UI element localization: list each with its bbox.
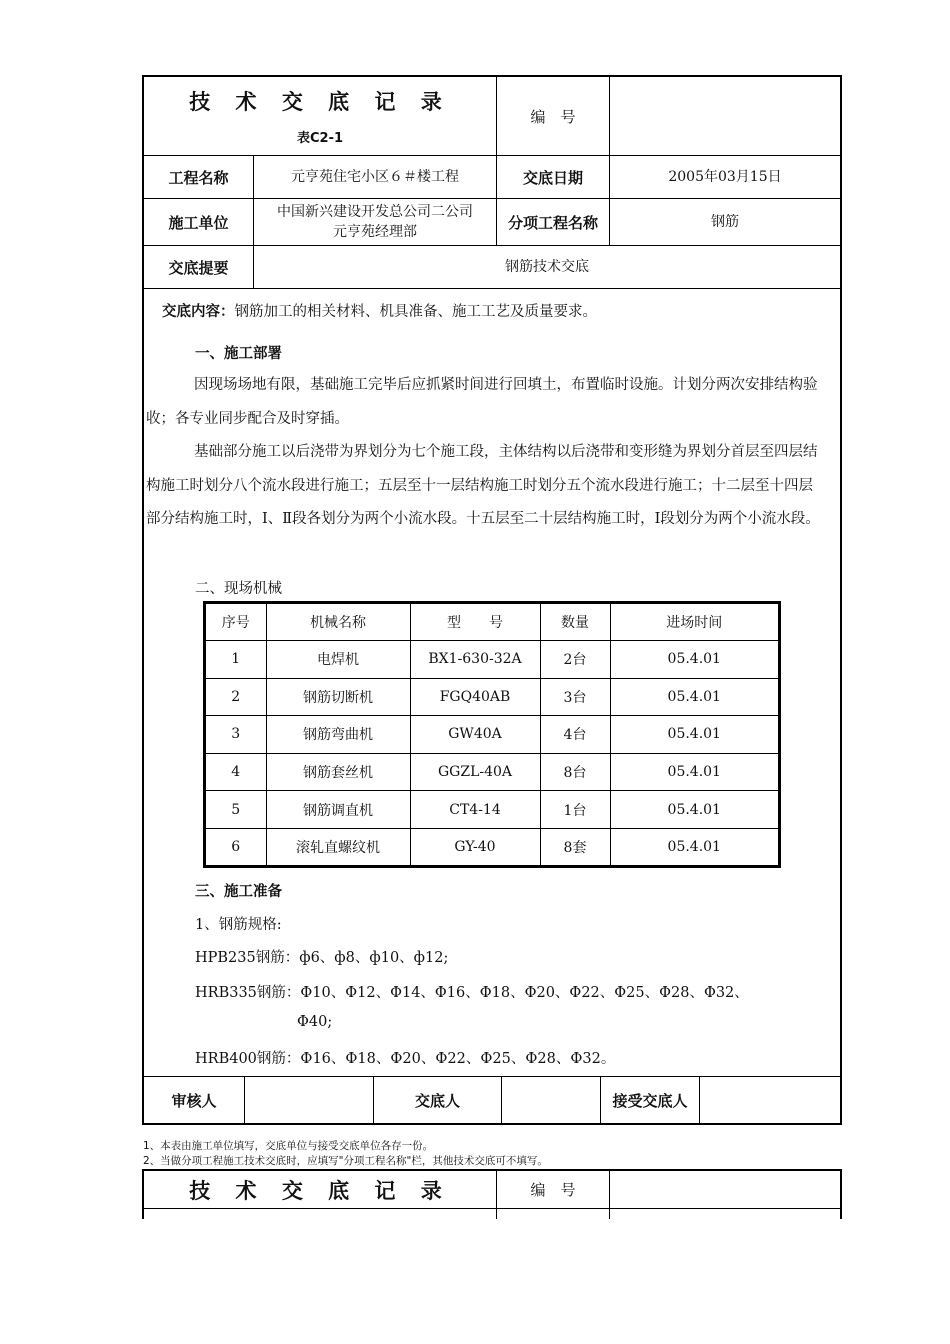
- col-header-machine-name: 机械名称: [266, 604, 410, 641]
- discloser-field[interactable]: [502, 1077, 600, 1124]
- hrb400-spec: [195, 1047, 615, 1068]
- cell-model: GW40A: [410, 716, 540, 754]
- section-2-heading: 二、现场机械: [195, 581, 282, 597]
- technical-disclosure-form: [142, 75, 842, 1125]
- col-header-model: 型 号: [410, 604, 540, 641]
- cell-model: CT4-14: [410, 791, 540, 829]
- cell-machine-name: 钢筋调直机: [266, 791, 410, 829]
- form-number: 表C2-1: [296, 130, 344, 146]
- summary-label: 交底提要: [168, 258, 229, 277]
- cell-model: FGQ40AB: [410, 678, 540, 716]
- col-header-quantity: 数量: [540, 604, 610, 641]
- disclosure-date-field[interactable]: 2005年03月15日: [668, 169, 782, 185]
- cell-model: BX1-630-32A: [410, 641, 540, 679]
- cell-quantity: 2台: [540, 641, 610, 679]
- content-intro-text: 钢筋加工的相关材料、机具准备、施工工艺及质量要求。: [234, 304, 597, 320]
- cell-quantity: 3台: [540, 678, 610, 716]
- cell-index: 2: [206, 678, 266, 716]
- cell-index: 5: [206, 791, 266, 829]
- cell-entry-date: 05.4.01: [610, 641, 778, 679]
- table-row: [206, 678, 778, 716]
- content-intro: [162, 300, 597, 321]
- project-name-field[interactable]: 元亨苑住宅小区６＃楼工程: [291, 169, 459, 185]
- col-header-index: 序号: [206, 604, 266, 641]
- hrb335-values-line-2: Φ40;: [297, 1014, 333, 1030]
- cell-model: GGZL-40A: [410, 753, 540, 791]
- subitem-name-label: 分项工程名称: [507, 213, 598, 232]
- reviewer-field[interactable]: [245, 1077, 373, 1124]
- cell-index: 4: [206, 753, 266, 791]
- cell-index: 6: [206, 828, 266, 865]
- cell-quantity: 1台: [540, 791, 610, 829]
- cell-quantity: 8套: [540, 828, 610, 865]
- cell-entry-date: 05.4.01: [610, 716, 778, 754]
- hrb335-label: HRB335钢筋：: [195, 985, 301, 1001]
- cell-machine-name: 电焊机: [266, 641, 410, 679]
- receiver-label: 接受交底人: [612, 1092, 688, 1110]
- cell-machine-name: 滚轧直螺纹机: [266, 828, 410, 865]
- hpb235-values: ф6、ф8、ф10、ф12;: [299, 950, 449, 966]
- table-row: [206, 716, 778, 754]
- footnote-1: 1、本表由施工单位填写，交底单位与接受交底单位各存一份。: [143, 1140, 434, 1152]
- form-title: 技 术 交 底 记 录: [189, 90, 451, 114]
- section-1-paragraph-1: 因现场场地有限，基础施工完毕后应抓紧时间进行回填土，布置临时设施。计划分两次安排结构验收；各专业同步配合及时穿插。: [146, 377, 818, 427]
- machinery-table: [203, 601, 781, 868]
- cell-index: 3: [206, 716, 266, 754]
- project-name-label: 工程名称: [168, 168, 229, 187]
- section-1-heading: 一、施工部署: [195, 346, 282, 362]
- machinery-header-row: [206, 604, 778, 641]
- contractor-line-2: 元亨苑经理部: [333, 224, 417, 240]
- cell-quantity: 4台: [540, 716, 610, 754]
- next-page-form-header: [142, 1169, 842, 1219]
- col-header-entry-date: 进场时间: [610, 604, 778, 641]
- summary-field[interactable]: 钢筋技术交底: [505, 259, 589, 275]
- cell-machine-name: 钢筋套丝机: [266, 753, 410, 791]
- cell-entry-date: 05.4.01: [610, 753, 778, 791]
- serial-number-field[interactable]: [610, 77, 840, 155]
- hrb335-values-line-1: Φ10、Φ12、Φ14、Φ16、Φ18、Φ20、Φ22、Φ25、Φ28、Φ32、: [300, 985, 749, 1001]
- table-row: [206, 828, 778, 865]
- table-row: [206, 753, 778, 791]
- cell-index: 1: [206, 641, 266, 679]
- discloser-label: 交底人: [414, 1092, 460, 1110]
- cell-quantity: 8台: [540, 753, 610, 791]
- reviewer-label: 审核人: [171, 1092, 217, 1110]
- hrb335-spec: [195, 981, 749, 1002]
- subitem-name-field[interactable]: 钢筋: [711, 214, 739, 230]
- hpb235-label: HPB235钢筋：: [195, 950, 300, 966]
- serial-label: 编 号: [530, 107, 576, 126]
- contractor-line-1: 中国新兴建设开发总公司二公司: [277, 204, 473, 220]
- contractor-label: 施工单位: [168, 213, 229, 232]
- cell-entry-date: 05.4.01: [610, 828, 778, 865]
- cell-machine-name: 钢筋弯曲机: [266, 716, 410, 754]
- contractor-field[interactable]: [254, 199, 496, 245]
- hrb400-values: Ф16、Ф18、Ф20、Ф22、Ф25、Ф28、Ф32。: [300, 1051, 616, 1067]
- section-3-heading: 三、施工准备: [195, 884, 282, 900]
- cell-entry-date: 05.4.01: [610, 791, 778, 829]
- footnote-2: 2、当做分项工程施工技术交底时，应填写"分项工程名称"栏，其他技术交底可不填写。: [143, 1155, 548, 1167]
- receiver-field[interactable]: [700, 1077, 840, 1124]
- next-page-form-title: 技 术 交 底 记 录: [189, 1178, 451, 1203]
- hpb235-spec: [195, 946, 448, 967]
- table-row: [206, 791, 778, 829]
- section-1-paragraph-2: 基础部分施工以后浇带为界划分为七个施工段，主体结构以后浇带和变形缝为界划分首层至四层结构施工时划分八个流水段进行施工；五层至十一层结构施工时划分五个流水段进行施工；十二层至十四层部分结构施工时，Ⅰ、Ⅱ段各划分为两个小流水段。十五层至二十层结构施工时，Ⅰ段划分为两个小流水段。: [146, 444, 820, 527]
- cell-machine-name: 钢筋切断机: [266, 678, 410, 716]
- cell-entry-date: 05.4.01: [610, 678, 778, 716]
- cell-model: GY-40: [410, 828, 540, 865]
- content-intro-label: 交底内容：: [162, 304, 235, 320]
- disclosure-date-label: 交底日期: [522, 168, 583, 187]
- next-page-serial-label: 编 号: [530, 1181, 576, 1199]
- table-row: [206, 641, 778, 679]
- hrb400-label: HRB400钢筋：: [195, 1051, 301, 1067]
- rebar-spec-heading: 1、钢筋规格:: [195, 917, 282, 933]
